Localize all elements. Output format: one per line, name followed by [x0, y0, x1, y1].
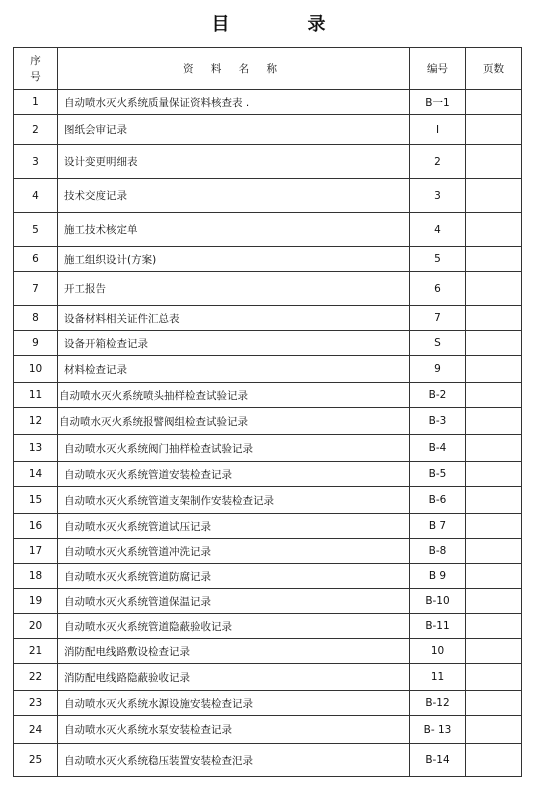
- row-number: 19: [14, 589, 58, 614]
- row-name: 自动喷水灭火系统管道防腐记录: [58, 564, 410, 589]
- table-row: [14, 408, 522, 435]
- table-row: [14, 213, 522, 247]
- row-code: B-2: [410, 383, 466, 408]
- row-number: 3: [14, 145, 58, 179]
- row-name: 自动喷水灭火系统管道隐蔽验收记录: [58, 614, 410, 639]
- table-row: [14, 664, 522, 691]
- row-code: B-14: [410, 744, 466, 777]
- row-number: 17: [14, 539, 58, 564]
- table-header-row: [14, 48, 522, 90]
- row-number: 11: [14, 383, 58, 408]
- row-code: 11: [410, 664, 466, 691]
- table-row: [14, 435, 522, 462]
- row-pages: [466, 115, 522, 145]
- table-row: [14, 306, 522, 331]
- row-number: 21: [14, 639, 58, 664]
- row-code: B-3: [410, 408, 466, 435]
- header-code: 编号: [410, 48, 466, 90]
- row-name: 施工技术核定单: [58, 213, 410, 247]
- row-number: 6: [14, 247, 58, 272]
- row-pages: [466, 744, 522, 777]
- table-row: [14, 90, 522, 115]
- row-pages: [466, 90, 522, 115]
- row-code: I: [410, 115, 466, 145]
- row-pages: [466, 487, 522, 514]
- row-pages: [466, 356, 522, 383]
- row-code: 6: [410, 272, 466, 306]
- table-body: [14, 90, 522, 777]
- row-number: 1: [14, 90, 58, 115]
- row-pages: [466, 306, 522, 331]
- row-name: 施工组织设计(方案): [58, 247, 410, 272]
- table-row: [14, 247, 522, 272]
- header-seq-line-1: 序: [30, 54, 41, 67]
- row-name: 设备开箱检查记录: [58, 331, 410, 356]
- row-name: 自动喷水灭火系统稳压装置安装检查汜录: [58, 744, 410, 777]
- row-code: B 9: [410, 564, 466, 589]
- row-code: 2: [410, 145, 466, 179]
- row-pages: [466, 383, 522, 408]
- table-row: [14, 356, 522, 383]
- row-pages: [466, 664, 522, 691]
- title-char-2: 录: [307, 14, 326, 35]
- table-row: [14, 716, 522, 744]
- row-name: 自动喷水灭火系统报譬阀组检查试验记录: [58, 408, 410, 435]
- row-name: 设备材料相关证件汇总表: [58, 306, 410, 331]
- table-row: [14, 564, 522, 589]
- row-code: 7: [410, 306, 466, 331]
- header-pages: 页数: [466, 48, 522, 90]
- row-number: 9: [14, 331, 58, 356]
- row-pages: [466, 145, 522, 179]
- table-row: [14, 639, 522, 664]
- row-name: 自动喷水灭火系统管道试压记录: [58, 514, 410, 539]
- row-code: B-8: [410, 539, 466, 564]
- row-name: 消防配电线路敷设检查记录: [58, 639, 410, 664]
- contents-table: [13, 47, 522, 777]
- table-row: [14, 614, 522, 639]
- row-number: 8: [14, 306, 58, 331]
- row-number: 23: [14, 691, 58, 716]
- table-row: [14, 487, 522, 514]
- row-code: B一1: [410, 90, 466, 115]
- row-number: 5: [14, 213, 58, 247]
- row-code: 4: [410, 213, 466, 247]
- page-title: [0, 10, 537, 36]
- row-name: 自动喷水灭火系统喷头抽样检查试验记录: [58, 383, 410, 408]
- row-pages: [466, 179, 522, 213]
- row-name: 自动喷水灭火系统水泵安装检查记录: [58, 716, 410, 744]
- table-row: [14, 115, 522, 145]
- table-row: [14, 272, 522, 306]
- table-row: [14, 589, 522, 614]
- row-name: 开工报告: [58, 272, 410, 306]
- title-char-1: 目: [211, 14, 230, 35]
- header-name: 资 料 名 称: [58, 48, 410, 90]
- row-number: 14: [14, 462, 58, 487]
- row-name: 自动喷水灭火系统管道冲洗记录: [58, 539, 410, 564]
- row-code: 9: [410, 356, 466, 383]
- row-name: 自动喷水灭火系统管道保温记录: [58, 589, 410, 614]
- row-pages: [466, 691, 522, 716]
- row-pages: [466, 462, 522, 487]
- row-pages: [466, 539, 522, 564]
- row-pages: [466, 564, 522, 589]
- row-number: 22: [14, 664, 58, 691]
- row-number: 4: [14, 179, 58, 213]
- row-name: 自动喷水灭火系统质量保证资料核查表 .: [58, 90, 410, 115]
- row-number: 13: [14, 435, 58, 462]
- table-row: [14, 179, 522, 213]
- table-row: [14, 514, 522, 539]
- row-code: B-12: [410, 691, 466, 716]
- row-code: B-11: [410, 614, 466, 639]
- row-name: 设计变更明细表: [58, 145, 410, 179]
- row-name: 自动喷水灭火系统阀门抽样检查试验记录: [58, 435, 410, 462]
- row-number: 2: [14, 115, 58, 145]
- row-name: 自动喷水灭火系统管道安装检查记录: [58, 462, 410, 487]
- row-pages: [466, 514, 522, 539]
- row-code: B-10: [410, 589, 466, 614]
- row-pages: [466, 716, 522, 744]
- row-number: 18: [14, 564, 58, 589]
- row-name: 技术交度记录: [58, 179, 410, 213]
- row-pages: [466, 435, 522, 462]
- row-number: 15: [14, 487, 58, 514]
- header-seq-line-2: 号: [30, 70, 41, 83]
- table-row: [14, 539, 522, 564]
- table-row: [14, 383, 522, 408]
- row-name: 自动喷水灭火系统管道支架制作安装检查记录: [58, 487, 410, 514]
- row-pages: [466, 247, 522, 272]
- row-code: B- 13: [410, 716, 466, 744]
- row-number: 20: [14, 614, 58, 639]
- row-code: 3: [410, 179, 466, 213]
- row-code: B-6: [410, 487, 466, 514]
- row-pages: [466, 213, 522, 247]
- row-pages: [466, 408, 522, 435]
- row-code: 10: [410, 639, 466, 664]
- row-pages: [466, 272, 522, 306]
- row-code: 5: [410, 247, 466, 272]
- row-number: 16: [14, 514, 58, 539]
- header-seq: [14, 48, 58, 90]
- row-code: B 7: [410, 514, 466, 539]
- table-row: [14, 145, 522, 179]
- table-row: [14, 691, 522, 716]
- row-number: 7: [14, 272, 58, 306]
- row-code: B-4: [410, 435, 466, 462]
- table-row: [14, 331, 522, 356]
- row-name: 材料检查记录: [58, 356, 410, 383]
- row-number: 25: [14, 744, 58, 777]
- table-row: [14, 744, 522, 777]
- row-code: B-5: [410, 462, 466, 487]
- row-name: 图纸会审记录: [58, 115, 410, 145]
- row-pages: [466, 331, 522, 356]
- row-code: S: [410, 331, 466, 356]
- row-pages: [466, 639, 522, 664]
- row-pages: [466, 589, 522, 614]
- table-row: [14, 462, 522, 487]
- row-number: 24: [14, 716, 58, 744]
- row-name: 自动喷水灭火系统水源设施安装检查记录: [58, 691, 410, 716]
- row-name: 消防配电线路隐蔽验收记录: [58, 664, 410, 691]
- row-pages: [466, 614, 522, 639]
- row-number: 10: [14, 356, 58, 383]
- row-number: 12: [14, 408, 58, 435]
